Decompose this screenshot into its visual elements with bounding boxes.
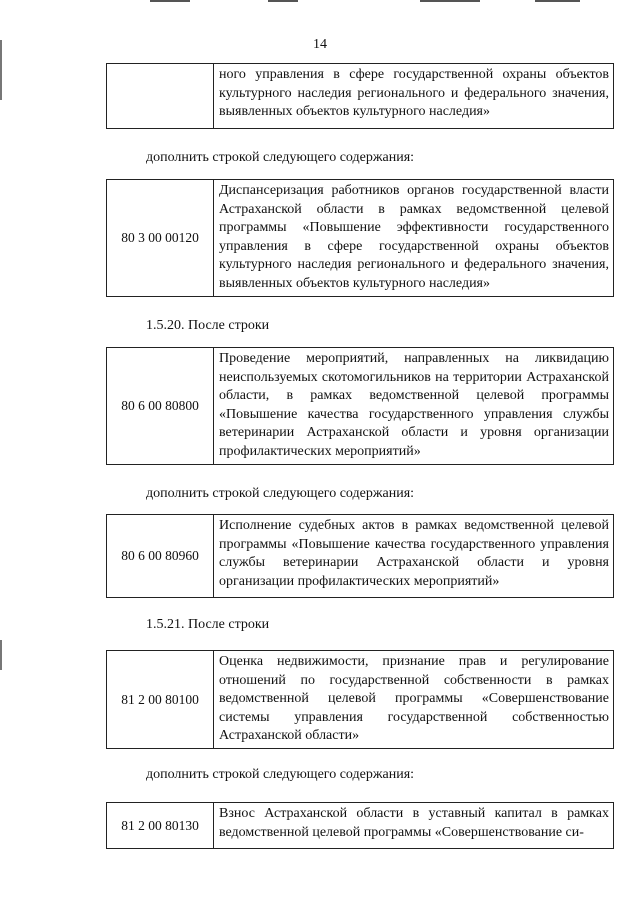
budget-table-row [106, 514, 614, 598]
section-heading: 1.5.20. После строки [146, 318, 270, 333]
budget-code: 81 2 00 80130 [107, 803, 214, 848]
scan-mark [535, 0, 580, 2]
instruction-text: дополнить строкой следующего содержания: [146, 486, 415, 501]
section-heading: 1.5.21. После строки [146, 617, 270, 632]
budget-table-row [106, 63, 614, 129]
scan-mark [420, 0, 480, 2]
budget-table-row [106, 802, 614, 849]
page-number: 14 [313, 37, 327, 52]
scan-mark [268, 0, 298, 2]
instruction-text: дополнить строкой следующего содержания: [146, 767, 415, 782]
scan-edge [0, 640, 2, 670]
budget-description: ного управления в сфере государственной охраны объектов культурного наследия регионального и федерального значения, выявленных объектов культурного наследия» [219, 67, 609, 120]
budget-code [107, 64, 214, 128]
budget-table-row [106, 650, 614, 749]
budget-code: 81 2 00 80100 [107, 651, 214, 748]
budget-table-row [106, 347, 614, 465]
budget-code: 80 6 00 80800 [107, 348, 214, 464]
budget-description: Диспансеризация работников органов государственной власти Астраханской области в рамках ведомственной целевой программы «Повышение эффективности государственного управления в сфере государственной охраны объектов культурного наследия регионального и федерального значения, выявленных объектов культурного наследия» [219, 183, 609, 291]
budget-code: 80 6 00 80960 [107, 515, 214, 597]
budget-description: Оценка недвижимости, признание прав и регулирование отношений по государственной собственности в рамках ведомственной целевой программы «Совершенствование системы управления государственной собственностью Астраханской области» [219, 654, 609, 744]
budget-description: Исполнение судебных актов в рамках ведомственной целевой программы «Повышение качества государственного управления службы ветеринарии Астраханской области и уровня организации профилактических мероприятий» [219, 518, 609, 589]
budget-code: 80 3 00 00120 [107, 180, 214, 296]
budget-description: Проведение мероприятий, направленных на ликвидацию неиспользуемых скотомогильников на территории Астраханской области, в рамках ведомственной целевой программы «Повышение качества государственного управления службы ветеринарии Астраханской области и уровня организации профилактических мероприятий» [219, 351, 609, 459]
instruction-text: дополнить строкой следующего содержания: [146, 150, 415, 165]
scan-mark [150, 0, 190, 2]
budget-description: Взнос Астраханской области в уставный капитал в рамках ведомственной целевой программы «Совершенствование си- [219, 806, 609, 840]
budget-table-row [106, 179, 614, 297]
